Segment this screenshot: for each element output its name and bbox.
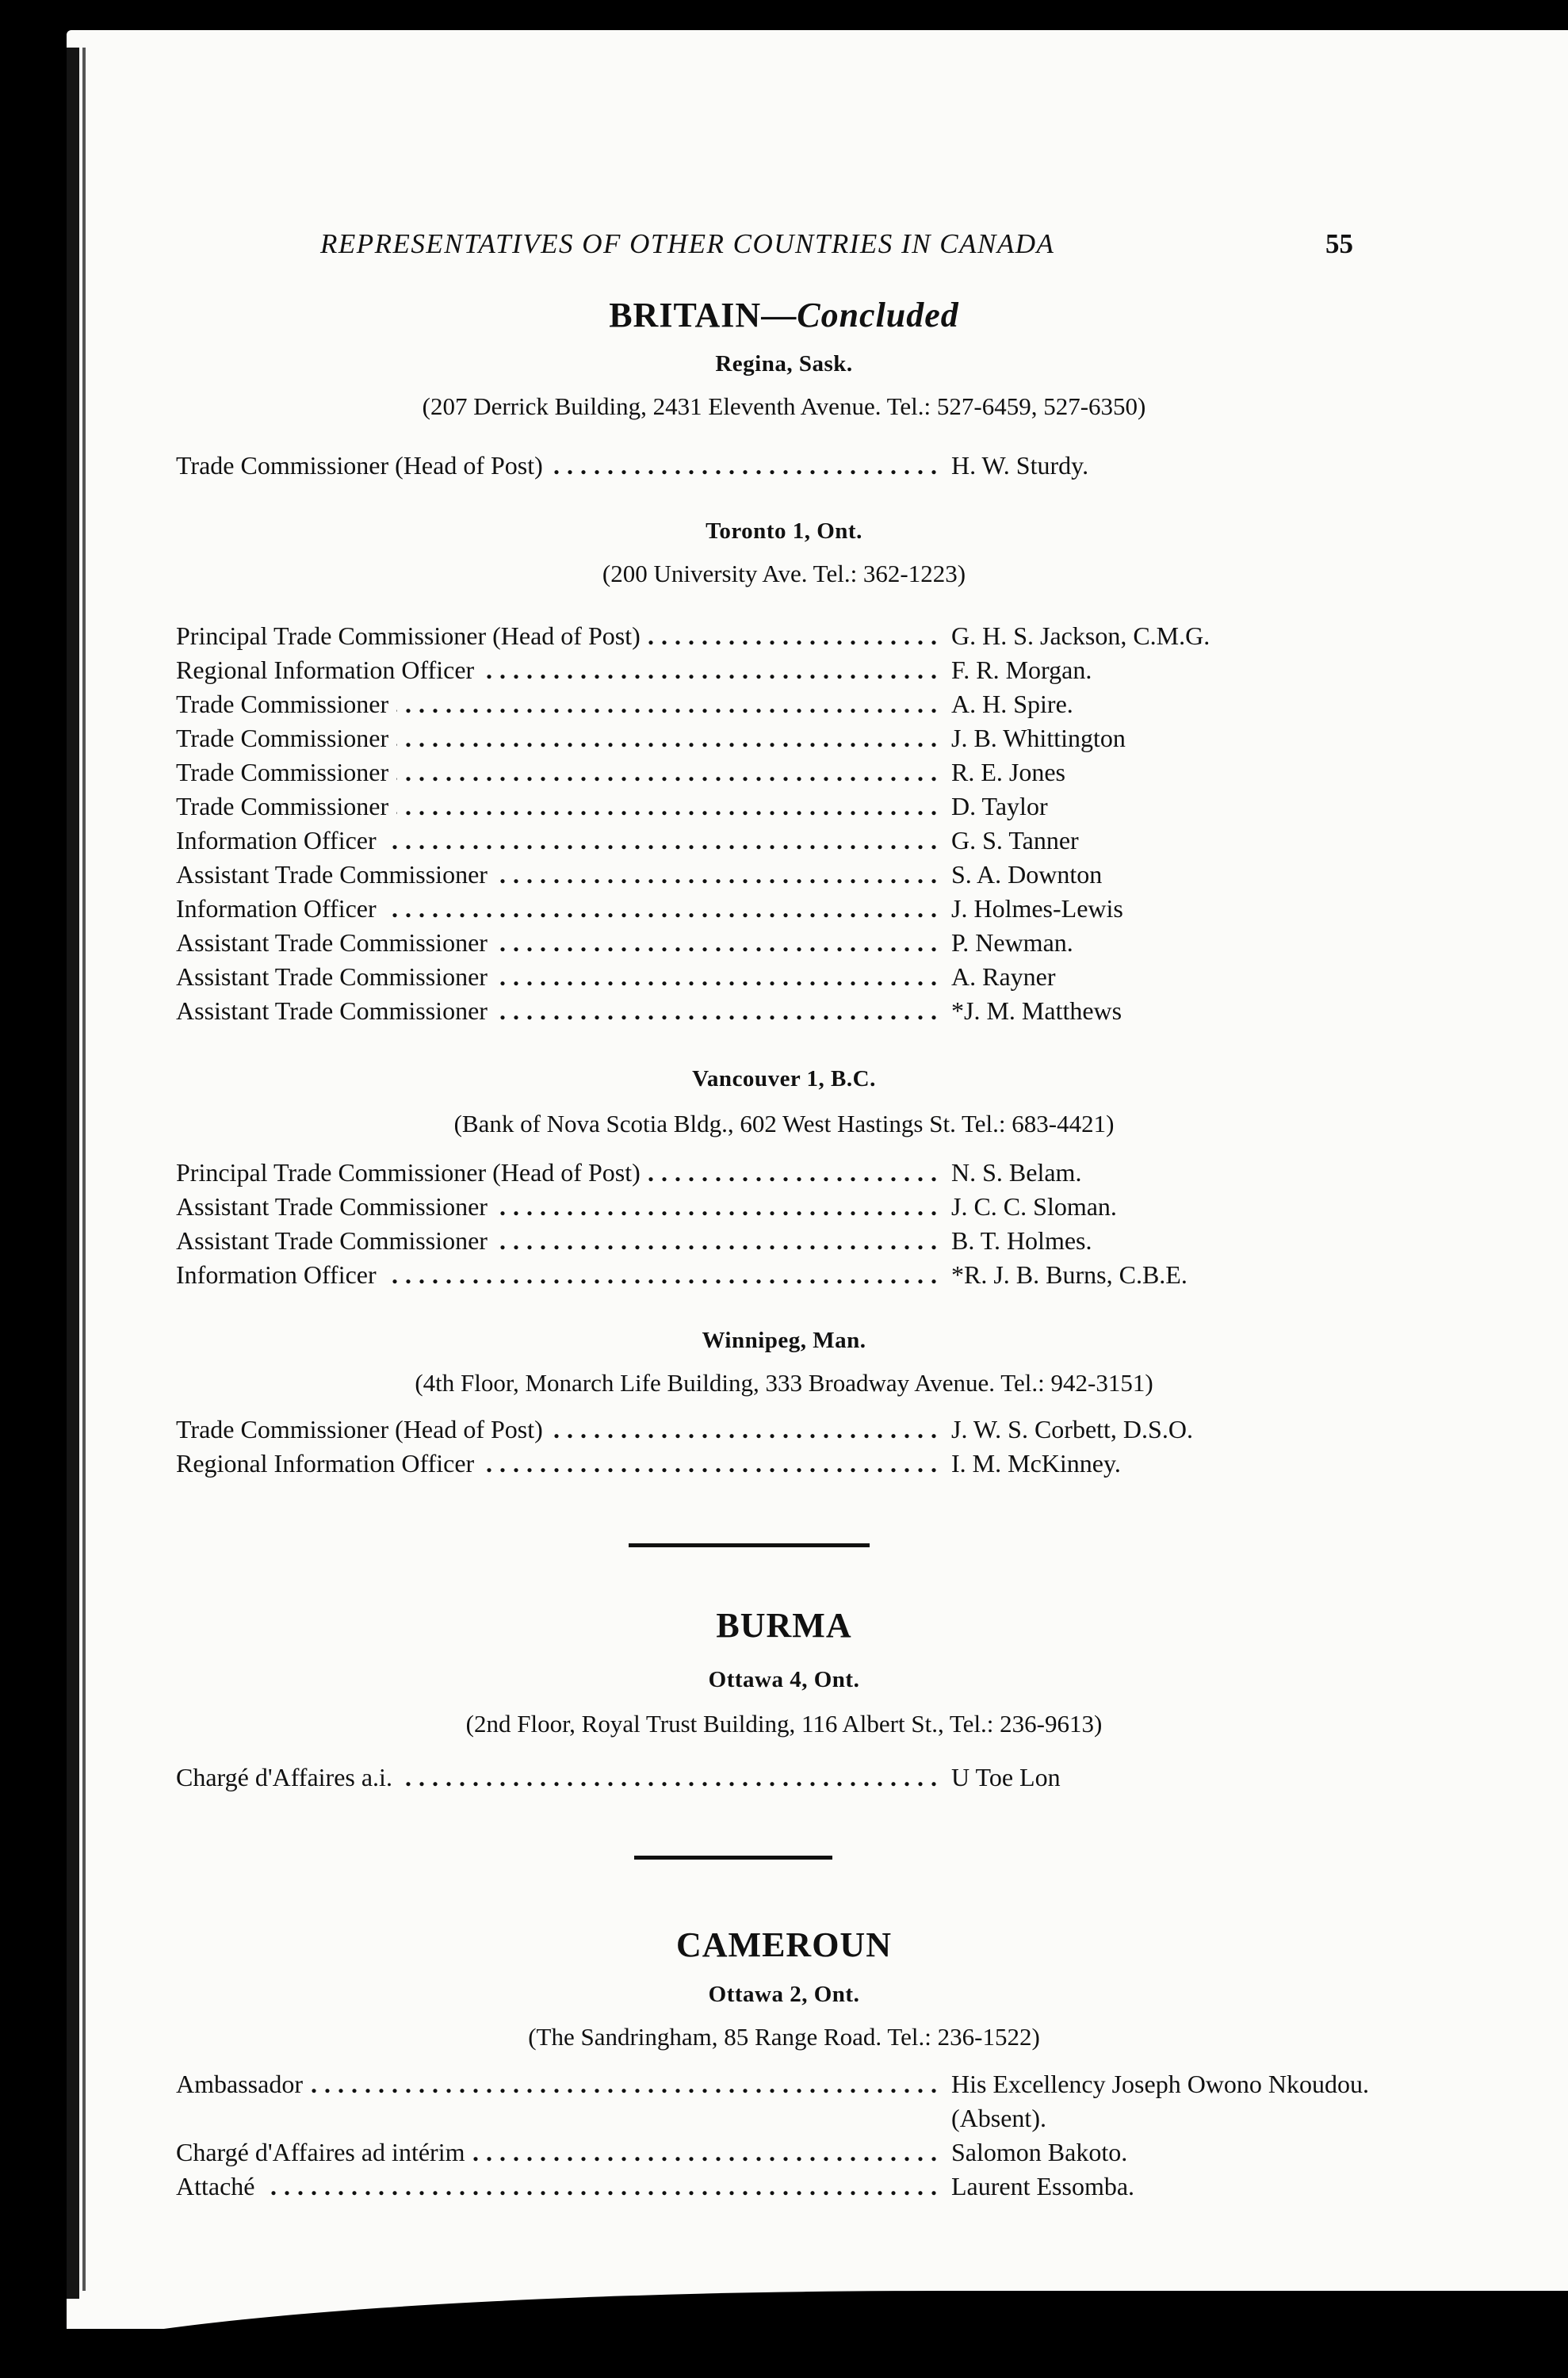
list-item (176, 687, 1365, 721)
position-title-text: Trade Commissioner (176, 792, 396, 820)
section-heading-britain (0, 295, 1568, 335)
position-title (176, 653, 937, 687)
list-item (176, 1224, 1365, 1258)
list-item (176, 960, 1365, 994)
position-title (176, 1224, 937, 1258)
address-regina: (207 Derrick Building, 2431 Eleventh Avenue. Tel.: 527-6459, 527-6350) (422, 392, 1146, 420)
position-title-text: Trade Commissioner (176, 724, 396, 752)
entries-cameroun (176, 2067, 1370, 2204)
person-name: F. R. Morgan. (951, 656, 1092, 684)
list-item (176, 1258, 1365, 1292)
list-item (176, 2135, 1365, 2170)
list-item (176, 653, 1365, 687)
person-name: J. Holmes-Lewis (951, 894, 1123, 923)
position-title-text: Assistant Trade Commissioner (176, 1226, 495, 1255)
person-name: N. S. Belam. (951, 1158, 1082, 1187)
position-title (176, 824, 937, 858)
list-item (176, 994, 1365, 1028)
entries-winnipeg (176, 1413, 1365, 1481)
list-item (176, 858, 1365, 892)
address-cameroun: (The Sandringham, 85 Range Road. Tel.: 236-1522) (528, 2023, 1040, 2051)
list-item (176, 1156, 1365, 1190)
position-title-text: Trade Commissioner (Head of Post) (176, 1415, 551, 1443)
city-winnipeg: Winnipeg, Man. (702, 1328, 866, 1353)
city-cameroun-ottawa: Ottawa 2, Ont. (708, 1982, 860, 2007)
address-burma: (2nd Floor, Royal Trust Building, 116 Albert St., Tel.: 236-9613) (465, 1710, 1103, 1738)
position-title-text: Regional Information Officer (176, 656, 482, 684)
position-title (176, 1447, 937, 1481)
person-name: *J. M. Matthews (951, 996, 1122, 1025)
position-title-text: Attaché (176, 2172, 263, 2200)
position-title-text: Assistant Trade Commissioner (176, 1192, 495, 1221)
list-item (176, 2170, 1365, 2204)
list-item (176, 1190, 1365, 1224)
list-item (176, 619, 1365, 653)
page-number: 55 (1325, 228, 1353, 259)
list-item (176, 1447, 1365, 1481)
list-item (176, 1413, 1365, 1447)
person-name: R. E. Jones (951, 758, 1065, 786)
list-item (176, 789, 1365, 824)
person-name: J. W. S. Corbett, D.S.O. (951, 1415, 1193, 1443)
position-title-text: Trade Commissioner (Head of Post) (176, 451, 551, 480)
person-name: J. C. C. Sloman. (951, 1192, 1117, 1221)
britain-heading-suffix: Concluded (797, 296, 959, 335)
position-title (176, 721, 937, 755)
entries-regina (176, 449, 1365, 483)
person-name: H. W. Sturdy. (951, 451, 1089, 480)
address-toronto: (200 University Ave. Tel.: 362-1223) (602, 560, 966, 587)
position-title (176, 892, 937, 926)
running-head: REPRESENTATIVES OF OTHER COUNTRIES IN CANADA (320, 228, 1055, 259)
position-title (176, 858, 937, 892)
britain-heading-text: BRITAIN— (609, 296, 797, 335)
position-title-text: Assistant Trade Commissioner (176, 962, 495, 991)
position-title-text: Information Officer (176, 894, 384, 923)
position-title (176, 1190, 937, 1224)
person-name: G. S. Tanner (951, 826, 1079, 854)
city-toronto: Toronto 1, Ont. (706, 518, 862, 544)
position-title-text: Information Officer (176, 1260, 384, 1289)
entries-burma (176, 1761, 1365, 1795)
entries-toronto (176, 619, 1365, 1028)
position-title (176, 1413, 937, 1447)
position-title-text: Trade Commissioner (176, 690, 396, 718)
position-title-text: Information Officer (176, 826, 384, 854)
position-title (176, 2067, 937, 2101)
person-name: I. M. McKinney. (951, 1449, 1121, 1478)
list-item (176, 1761, 1365, 1795)
position-title (176, 2170, 937, 2204)
person-name: J. B. Whittington (951, 724, 1126, 752)
person-name: S. A. Downton (951, 860, 1103, 889)
position-title (176, 1761, 937, 1795)
position-title (176, 789, 937, 824)
position-title-text: Trade Commissioner (176, 758, 396, 786)
position-title-text: Chargé d'Affaires ad intérim (176, 2138, 472, 2166)
list-item (176, 926, 1365, 960)
list-item (176, 892, 1365, 926)
city-vancouver: Vancouver 1, B.C. (692, 1066, 876, 1092)
entries-vancouver (176, 1156, 1365, 1292)
position-title (176, 687, 937, 721)
position-title (176, 449, 937, 483)
position-title (176, 960, 937, 994)
person-name: A. H. Spire. (951, 690, 1073, 718)
position-title (176, 1258, 937, 1292)
position-title-text: Chargé d'Affaires a.i. (176, 1763, 400, 1791)
position-title-text: Regional Information Officer (176, 1449, 482, 1478)
person-name: *R. J. B. Burns, C.B.E. (951, 1260, 1187, 1289)
person-name: P. Newman. (951, 928, 1073, 957)
list-item (176, 2067, 1370, 2135)
position-title-text: Assistant Trade Commissioner (176, 928, 495, 957)
address-vancouver: (Bank of Nova Scotia Bldg., 602 West Hastings St. Tel.: 683-4421) (453, 1110, 1115, 1137)
address-winnipeg: (4th Floor, Monarch Life Building, 333 Broadway Avenue. Tel.: 942-3151) (415, 1369, 1153, 1397)
person-name: G. H. S. Jackson, C.M.G. (951, 621, 1210, 650)
list-item (176, 824, 1365, 858)
city-burma-ottawa: Ottawa 4, Ont. (708, 1667, 860, 1692)
position-title-text: Assistant Trade Commissioner (176, 860, 495, 889)
position-title (176, 619, 937, 653)
section-heading-burma: BURMA (716, 1606, 852, 1645)
person-name: His Excellency Joseph Owono Nkoudou. (Absent). (951, 2070, 1370, 2132)
person-name: D. Taylor (951, 792, 1048, 820)
person-name: B. T. Holmes. (951, 1226, 1092, 1255)
position-title-text: Assistant Trade Commissioner (176, 996, 495, 1025)
person-name: A. Rayner (951, 962, 1056, 991)
position-title (176, 926, 937, 960)
section-heading-cameroun: CAMEROUN (676, 1925, 892, 1964)
position-title (176, 1156, 937, 1190)
position-title-text: Ambassador (176, 2070, 311, 2098)
city-regina: Regina, Sask. (715, 351, 853, 377)
section-divider (629, 1543, 870, 1547)
position-title (176, 2135, 937, 2170)
person-name: Laurent Essomba. (951, 2172, 1135, 2200)
person-name: Salomon Bakoto. (951, 2138, 1128, 2166)
person-name: U Toe Lon (951, 1763, 1061, 1791)
position-title (176, 994, 937, 1028)
position-title-text: Principal Trade Commissioner (Head of Post) (176, 1158, 648, 1187)
list-item (176, 449, 1365, 483)
list-item (176, 755, 1365, 789)
position-title (176, 755, 937, 789)
position-title-text: Principal Trade Commissioner (Head of Post) (176, 621, 648, 650)
list-item (176, 721, 1365, 755)
section-divider (634, 1856, 832, 1860)
